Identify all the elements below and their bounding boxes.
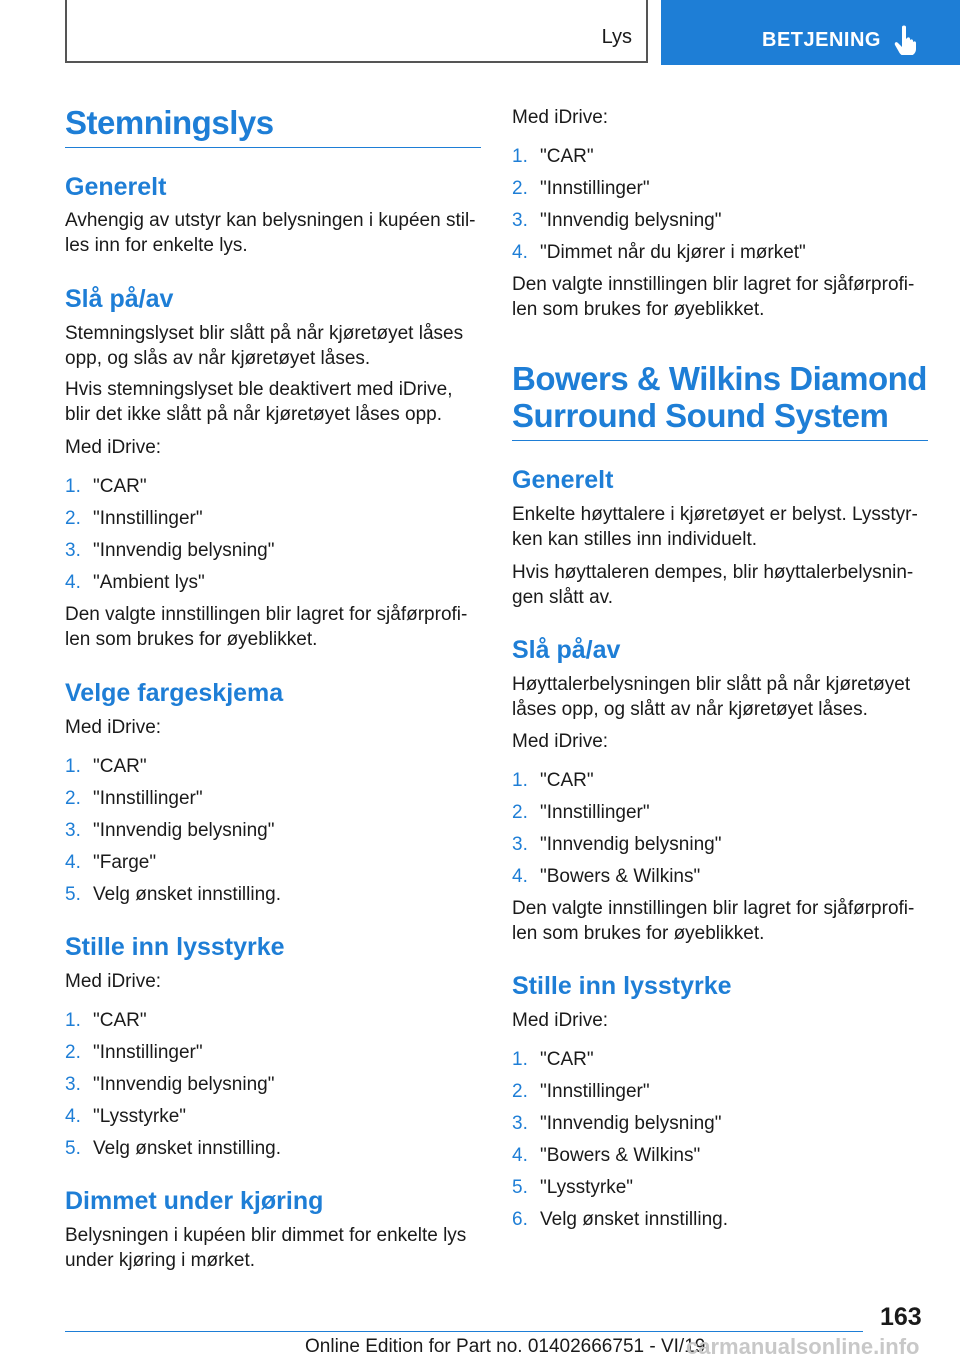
paragraph: Stemningslyset blir slått på når kjøretøyet låses opp, og slås av når kjøretøyet låses. xyxy=(65,323,464,369)
intro-text: Med iDrive: xyxy=(65,971,162,992)
page-number: 163 xyxy=(880,1303,922,1331)
title-stemningslys: Stemningslys xyxy=(65,104,481,148)
heading-sla-pa-av: Slå på/av xyxy=(65,285,174,313)
heading-stille-inn-lysstyrke: Stille inn lysstyrke xyxy=(65,933,285,961)
paragraph: Høyttalerbelysningen blir slått på når kjøretøyet låses opp, og slått av når kjøretøyet låses. xyxy=(512,674,911,720)
paragraph: Den valgte innstillingen blir lagret for sjåførprofi- len som brukes for øyeblikket. xyxy=(65,604,468,650)
header-bar xyxy=(65,0,648,63)
heading-generelt: Generelt xyxy=(512,466,614,494)
chapter-tab[interactable] xyxy=(661,0,960,65)
title-bowers-wilkins: Bowers & Wilkins Diamond Surround Sound System xyxy=(512,360,928,441)
intro-text: Med iDrive: xyxy=(512,1010,609,1031)
paragraph: Den valgte innstillingen blir lagret for sjåførprofi- len som brukes for øyeblikket. xyxy=(512,274,915,320)
heading-generelt: Generelt xyxy=(65,173,167,201)
paragraph: Den valgte innstillingen blir lagret for sjåførprofi- len som brukes for øyeblikket. xyxy=(512,898,915,944)
paragraph: Hvis stemningslyset ble deaktivert med iDrive, blir det ikke slått på når kjøretøyet låses opp. xyxy=(65,379,453,425)
paragraph: Enkelte høyttalere i kjøretøyet er belyst. Lysstyr- ken kan stilles inn individuelt. xyxy=(512,504,918,550)
heading-sla-pa-av: Slå på/av xyxy=(512,636,621,664)
paragraph: Belysningen i kupéen blir dimmet for enkelte lys under kjøring i mørket. xyxy=(65,1225,467,1271)
paragraph: Hvis høyttaleren dempes, blir høyttalerbelysnin- gen slått av. xyxy=(512,562,914,608)
footer-edition: Online Edition for Part no. 01402666751 - VI/19 xyxy=(305,1336,706,1357)
intro-text: Med iDrive: xyxy=(512,731,609,752)
watermark: carmanualsonline.info xyxy=(686,1334,920,1359)
intro-text: Med iDrive: xyxy=(65,437,162,458)
heading-dimmet-under-kjoring: Dimmet under kjøring xyxy=(65,1187,324,1215)
intro-text: Med iDrive: xyxy=(512,107,609,128)
paragraph: Avhengig av utstyr kan belysningen i kupéen stil- les inn for enkelte lys. xyxy=(65,210,476,256)
heading-stille-inn-lysstyrke: Stille inn lysstyrke xyxy=(512,972,732,1000)
pointing-hand-icon xyxy=(893,25,921,55)
chapter-label: BETJENING xyxy=(762,29,881,51)
section-title: Lys xyxy=(601,26,632,48)
heading-velge-fargeskjema: Velge fargeskjema xyxy=(65,679,284,707)
intro-text: Med iDrive: xyxy=(65,717,162,738)
footer-divider xyxy=(65,1331,863,1332)
